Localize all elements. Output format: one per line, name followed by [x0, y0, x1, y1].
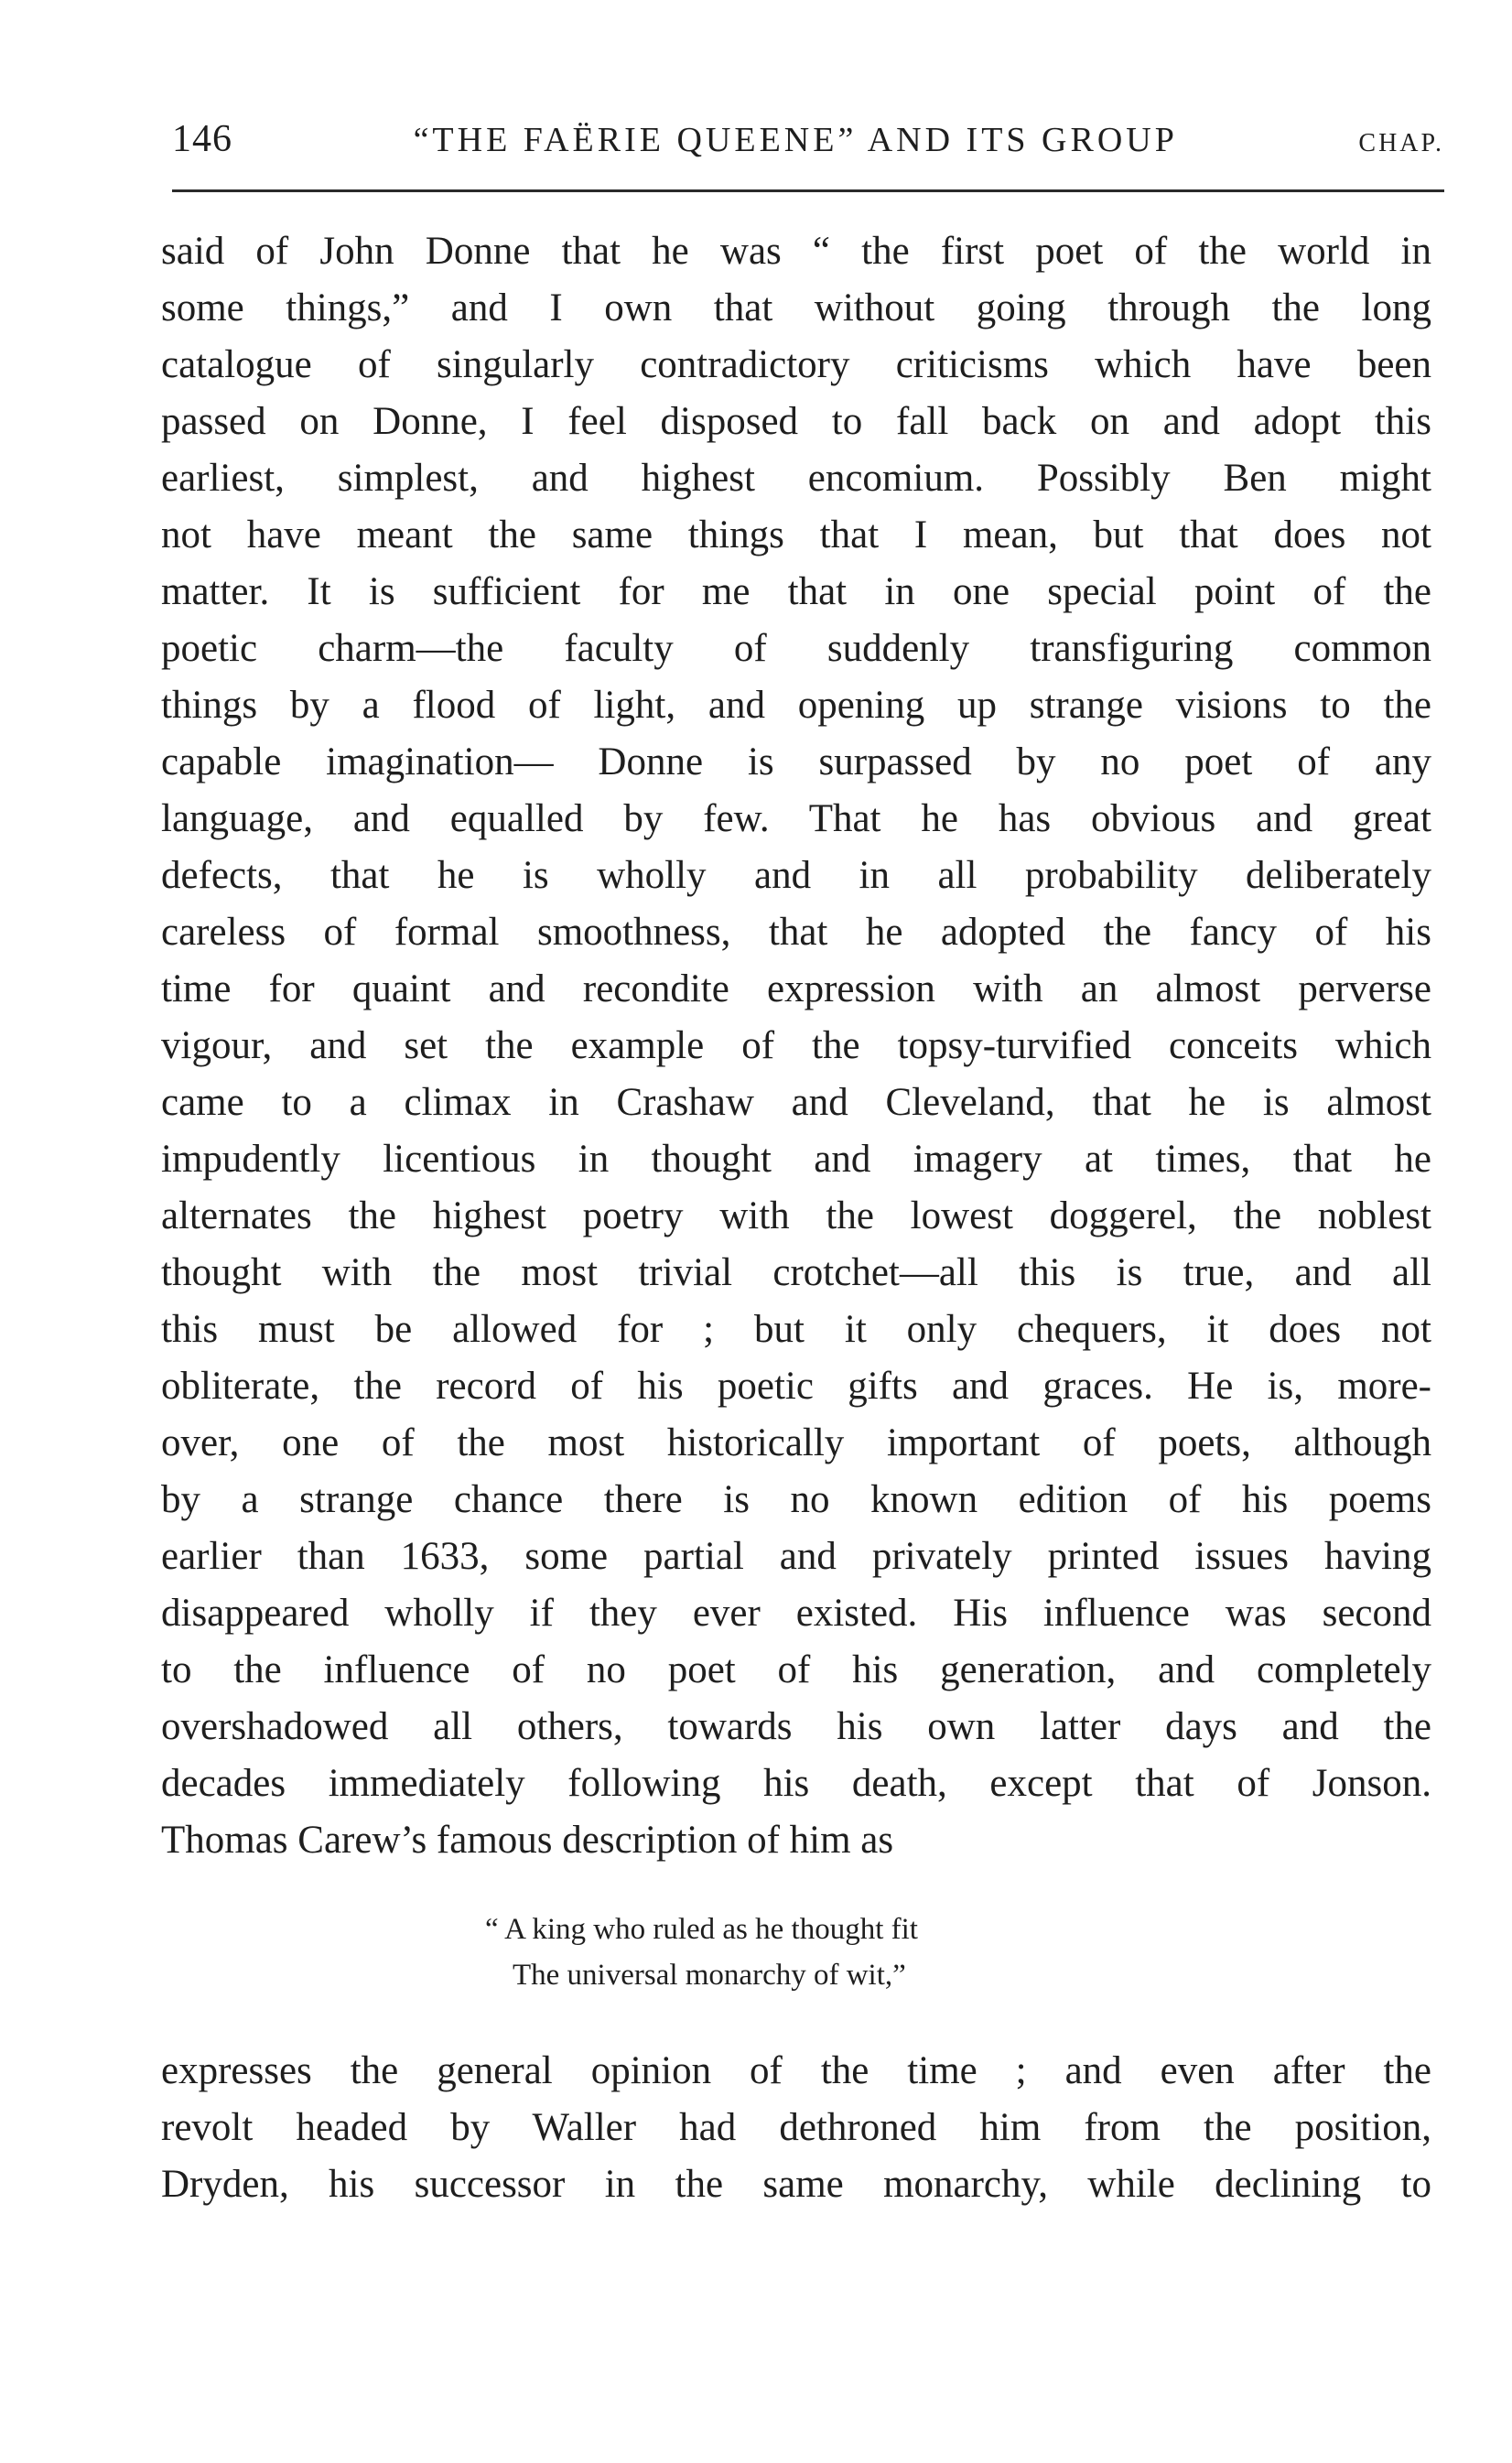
text-line: matter. It is sufficient for me that in one special point of the	[161, 570, 1431, 613]
text-line: passed on Donne, I feel disposed to fall back on and adopt this	[161, 400, 1431, 443]
text-line: expresses the general opinion of the time ; and even after the	[161, 2049, 1431, 2092]
text-line: impudently licentious in thought and imagery at times, that he	[161, 1138, 1431, 1181]
text-line: came to a climax in Crashaw and Cleveland, that he is almost	[161, 1081, 1431, 1124]
text-line: capable imagination— Donne is surpassed by no poet of any	[161, 740, 1431, 783]
text-line: revolt headed by Waller had dethroned him from the position,	[161, 2106, 1431, 2149]
text-line: Dryden, his successor in the same monarchy, while declining to	[161, 2163, 1431, 2206]
text-line: time for quaint and recondite expression with an almost perverse	[161, 967, 1431, 1010]
text-line: alternates the highest poetry with the lowest doggerel, the noblest	[161, 1194, 1431, 1237]
quote-line: “ A king who ruled as he thought fit	[485, 1913, 918, 1946]
text-line: overshadowed all others, towards his own latter days and the	[161, 1705, 1431, 1748]
text-line: things by a flood of light, and opening up strange visions to the	[161, 684, 1431, 727]
text-line: catalogue of singularly contradictory criticisms which have been	[161, 343, 1431, 386]
text-line: disappeared wholly if they ever existed. His influence was second	[161, 1592, 1431, 1635]
text-line: careless of formal smoothness, that he adopted the fancy of his	[161, 911, 1431, 954]
quote-line: The universal monarchy of wit,”	[513, 1959, 906, 1992]
paragraph-1	[161, 223, 1431, 1869]
text-line: earlier than 1633, some partial and privately printed issues having	[161, 1535, 1431, 1578]
text-line: over, one of the most historically important of poets, although	[161, 1421, 1431, 1464]
text-line: Thomas Carew’s famous description of him as	[161, 1819, 894, 1862]
chapter-label: CHAP.	[1358, 129, 1444, 157]
text-line: said of John Donne that he was “ the first poet of the world in	[161, 230, 1431, 273]
text-line: poetic charm—the faculty of suddenly transfiguring common	[161, 627, 1431, 670]
text-line: this must be allowed for ; but it only chequers, it does not	[161, 1308, 1431, 1351]
text-line: decades immediately following his death, except that of Jonson.	[161, 1762, 1431, 1805]
text-line: language, and equalled by few. That he has obvious and great	[161, 797, 1431, 840]
running-title: “THE FAËRIE QUEENE” AND ITS GROUP	[413, 121, 1178, 159]
text-line: defects, that he is wholly and in all probability deliberately	[161, 854, 1431, 897]
text-line: not have meant the same things that I mean, but that does not	[161, 513, 1431, 556]
text-line: some things,” and I own that without going through the long	[161, 286, 1431, 329]
page-number: 146	[172, 118, 232, 160]
text-line: obliterate, the record of his poetic gifts and graces. He is, more-	[161, 1365, 1431, 1408]
header-rule	[172, 189, 1444, 192]
text-line: vigour, and set the example of the topsy-turvified conceits which	[161, 1024, 1431, 1067]
text-line: thought with the most trivial crotchet—all this is true, and all	[161, 1251, 1431, 1294]
paragraph-2	[161, 2043, 1431, 2213]
verse-quotation	[485, 1907, 1126, 1998]
text-line: by a strange chance there is no known edition of his poems	[161, 1478, 1431, 1521]
text-line: earliest, simplest, and highest encomium. Possibly Ben might	[161, 457, 1431, 500]
text-line: to the influence of no poet of his generation, and completely	[161, 1648, 1431, 1691]
running-head	[172, 117, 1444, 172]
